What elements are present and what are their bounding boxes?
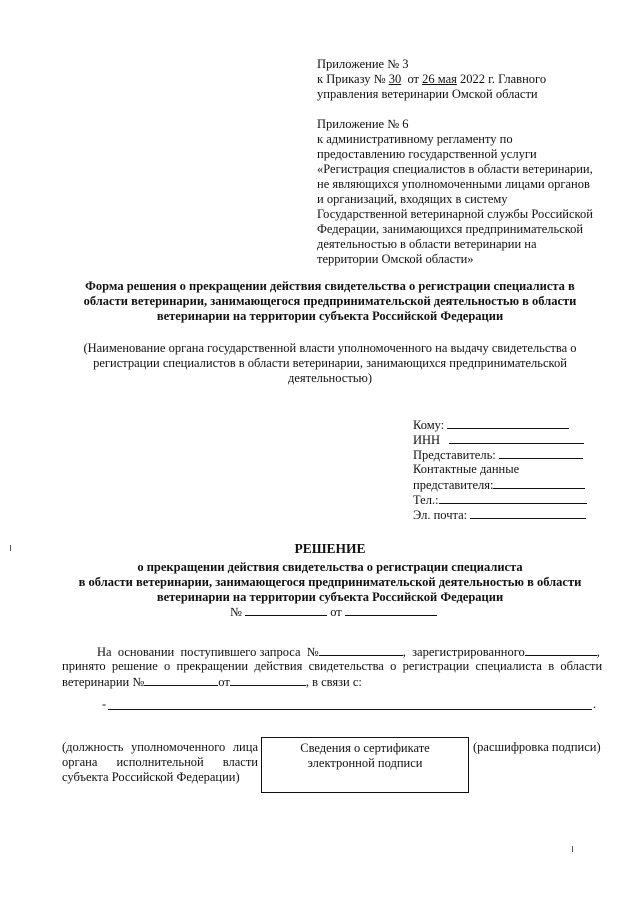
decision-subtitle-line: о прекращении действия свидетельства о регистрации специалиста [137,560,523,574]
recipient-representative-field[interactable] [499,447,583,459]
recipient-inn [413,432,584,448]
reason-dash: - [102,697,107,711]
order-department: управления ветеринарии Омской области [317,87,538,101]
authority-line: деятельностью) [287,371,373,385]
regulation-line: территории Омской области» [317,252,474,266]
reason-label: , в связи с: [305,675,362,689]
signature-certificate-box [261,737,469,793]
position-line: (должность уполномоченного лица [62,740,258,754]
recipient-email-label: Эл. почта: [413,508,468,522]
form-title-line: области ветеринарии, занимающегося предпринимательской деятельностью в области [83,294,577,308]
certificate-line: Сведения о сертификате [300,741,430,755]
decision-date-field[interactable] [345,604,437,616]
decision-subtitle-line: ветеринарии на территории субъекта Российской Федерации [156,590,504,604]
position-line: субъекта Российской Федерации) [62,770,240,784]
request-text: На основании поступившего запроса № [97,645,319,659]
regulation-line: к административному регламенту по [317,132,513,146]
recipient-representative [413,447,583,463]
regulation-line: Государственной ветеринарной службы Российской [317,207,593,221]
regulation-line: Федерации, занимающихся предпринимательской [317,222,584,236]
reason-dot: . [593,697,597,711]
position-caption [62,740,258,770]
decision-number-label: № [230,605,242,619]
registered-text: , зарегистрированного [402,645,525,659]
recipient-phone [413,492,587,508]
body-line-3 [62,674,362,690]
regulation-line: деятельностью в области ветеринарии на [317,237,537,251]
body-comma: , [596,645,600,659]
recipient-representative-label: Представитель: [413,448,496,462]
recipient-to-label: Кому: [413,418,445,432]
regulation-line: предоставлению государственной услуги [317,147,537,161]
recipient-contacts-rep [413,477,585,493]
registered-date-field[interactable] [525,644,597,656]
authority-line: регистрации специалистов в области ветеринарии, занимающихся предпринимательской [93,356,567,370]
regulation-line: и организаций, входящих в систему [317,192,508,206]
signature-decoding-caption: (расшифровка подписи) [473,740,601,754]
vet-from-label: от [218,675,230,689]
decision-number-field[interactable] [245,604,327,616]
recipient-contacts-rep-label: представителя: [413,478,494,492]
request-number-field[interactable] [319,644,403,656]
recipient-phone-field[interactable] [439,492,587,504]
position-line: органа исполнительной власти [62,755,258,769]
authority-line: (Наименование органа государственной власти уполномоченного на выдачу свидетельства о [83,341,577,355]
scan-mark [10,545,11,551]
recipient-to-field[interactable] [447,417,569,429]
recipient-inn-field[interactable] [449,432,584,444]
order-number: 30 [388,72,402,86]
recipient-to [413,417,569,433]
certificate-line: электронной подписи [307,756,423,770]
order-reference [317,72,546,87]
body-line-1 [97,644,600,660]
regulation-line: «Регистрация специалистов в области ветеринарии, [317,162,593,176]
order-year: 2022 г. Главного [456,72,547,86]
order-from: от [401,72,423,86]
order-prefix: к Приказу № [317,72,389,86]
certificate-date-field[interactable] [230,674,306,686]
decision-subtitle-line: в области ветеринарии, занимающегося предпринимательской деятельностью в области [78,575,582,589]
scan-mark [572,846,573,852]
decision-number-row [230,604,437,620]
decision-from-label: от [330,605,342,619]
decision-title: РЕШЕНИЕ [294,541,366,556]
body-line-2: принято решение о прекращении действия свидетельства о регистрации специалиста в области [62,659,603,673]
recipient-phone-label: Тел.: [413,493,439,507]
vet-number-label: ветеринарии № [62,675,145,689]
recipient-email-field[interactable] [470,507,586,519]
reason-field[interactable] [108,709,592,710]
certificate-number-field[interactable] [144,674,218,686]
appendix-3-label: Приложение № 3 [317,57,409,71]
recipient-email [413,507,586,523]
regulation-line: не являющихся уполномоченными лицами органов [317,177,590,191]
form-title-line: Форма решения о прекращении действия свидетельства о регистрации специалиста в [85,279,575,293]
recipient-contacts-label: Контактные данные [413,462,520,476]
recipient-inn-label: ИНН [413,433,441,447]
appendix-6-label: Приложение № 6 [317,117,409,131]
form-title-line: ветеринарии на территории субъекта Российской Федерации [156,309,504,323]
order-date: 26 мая [422,72,457,86]
recipient-contacts-field[interactable] [493,477,585,489]
